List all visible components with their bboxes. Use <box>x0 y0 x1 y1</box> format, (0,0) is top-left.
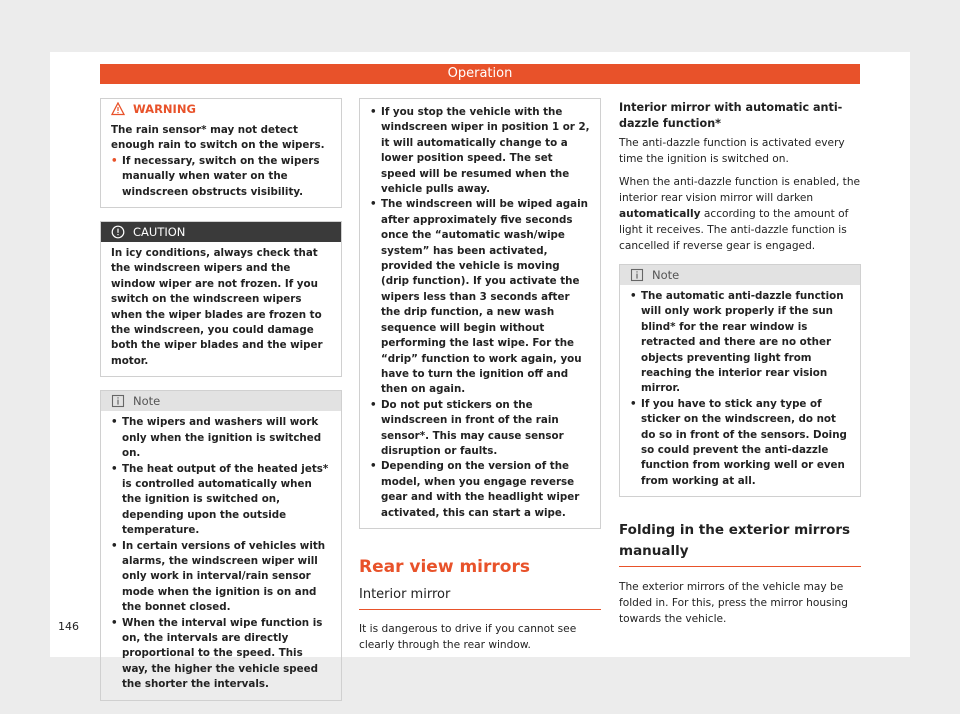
list-item: • The windscreen will be wiped again after approximately five seconds once the “automatic wash/wipe system” has been activated, provided the vehicle is moving (drip function). If you activate the wipers less than 3 seconds after the drip function, a new wash sequence will begin without performing the last wipe. For the “drip” function to work again, you have to turn the ignition off and then on again. <box>370 198 588 396</box>
paragraph: The anti-dazzle function is activated every time the ignition is switched on. <box>619 137 845 165</box>
list-item: • If necessary, switch on the wipers manually when water on the windscreen obstructs visibility. <box>111 154 332 200</box>
caution-text: In icy conditions, always check that the windscreen wipers and the window wiper are not frozen. If you switch on the windscreen wipers when the wiper blades are frozen to the windscreen, you could damage both the wiper blades and the wiper motor. <box>111 247 323 367</box>
list-item: • In certain versions of vehicles with alarms, the windscreen wiper will only work in interval/rain sensor mode when the ignition is on and the bonnet closed. <box>111 539 326 614</box>
note-box <box>100 390 342 700</box>
info-square-icon <box>111 394 125 408</box>
caution-header <box>101 222 341 242</box>
warning-triangle-icon <box>111 102 125 116</box>
page-number: 146 <box>58 620 79 633</box>
warning-text: The rain sensor* may not detect enough rain to switch on the wipers. <box>111 124 325 152</box>
note-header <box>101 391 341 411</box>
subsection-title: Interior mirror <box>359 586 601 610</box>
column-middle <box>359 98 601 660</box>
section-title: Rear view mirrors <box>359 556 530 577</box>
caution-label: CAUTION <box>133 225 186 240</box>
note-label: Note <box>133 394 161 409</box>
column-left <box>100 98 342 714</box>
list-item: • If you have to stick any type of sticker on the windscreen, do not do so in front of the sensors. Doing so could prevent the anti-dazzle function from working well or even from working at all. <box>630 397 847 487</box>
list-item: • When the interval wipe function is on, the intervals are directly proportional to the speed. This way, the higher the vehicle speed the shorter the intervals. <box>111 616 323 691</box>
list-item: • The wipers and washers will work only when the ignition is switched on. <box>111 416 322 460</box>
section-header: Operation <box>100 64 860 84</box>
manual-page <box>50 52 910 691</box>
section-heading: Folding in the exterior mirrors manually <box>619 520 861 567</box>
column-right <box>619 100 861 634</box>
heading: Interior mirror with automatic anti-dazzle function* <box>619 101 843 130</box>
list-item: • If you stop the vehicle with the windscreen wiper in position 1 or 2, it will automatically change to a lower position speed. The set speed will be resumed when the vehicle pulls away. <box>370 106 590 196</box>
bullet-icon: • <box>111 154 118 167</box>
note-continuation-box <box>359 98 601 529</box>
paragraph: The exterior mirrors of the vehicle may be folded in. For this, press the mirror housing towards the vehicle. <box>619 581 848 626</box>
list-item: • The heat output of the heated jets* is controlled automatically when the ignition is switched on, depending upon the outside temperature. <box>111 462 329 537</box>
paragraph: When the anti-dazzle function is enabled, the interior rear vision mirror will darken automatically according to the amount of light it receives. The anti-dazzle function is cancelled if reverse gear is engaged. <box>619 176 861 252</box>
list-item: • Do not put stickers on the windscreen in front of the rain sensor*. This may cause sensor disruption or faults. <box>370 398 564 457</box>
note-header <box>620 265 860 285</box>
caution-box <box>100 221 342 377</box>
info-square-icon <box>630 268 644 282</box>
list-item: • Depending on the version of the model, when you engage reverse gear and with the headlight wiper activated, this can start a wipe. <box>370 460 580 519</box>
warning-header <box>101 99 341 119</box>
note-box <box>619 264 861 497</box>
paragraph: It is dangerous to drive if you cannot see clearly through the rear window. <box>359 622 577 651</box>
warning-box <box>100 98 342 208</box>
info-circle-icon <box>111 225 125 239</box>
note-label: Note <box>652 268 680 282</box>
warning-label: WARNING <box>133 102 196 116</box>
list-item: • The automatic anti-dazzle function will only work properly if the sun blind* for the rear window is retracted and there are no other objects preventing light from reaching the interior rear vision mirror. <box>630 290 844 395</box>
